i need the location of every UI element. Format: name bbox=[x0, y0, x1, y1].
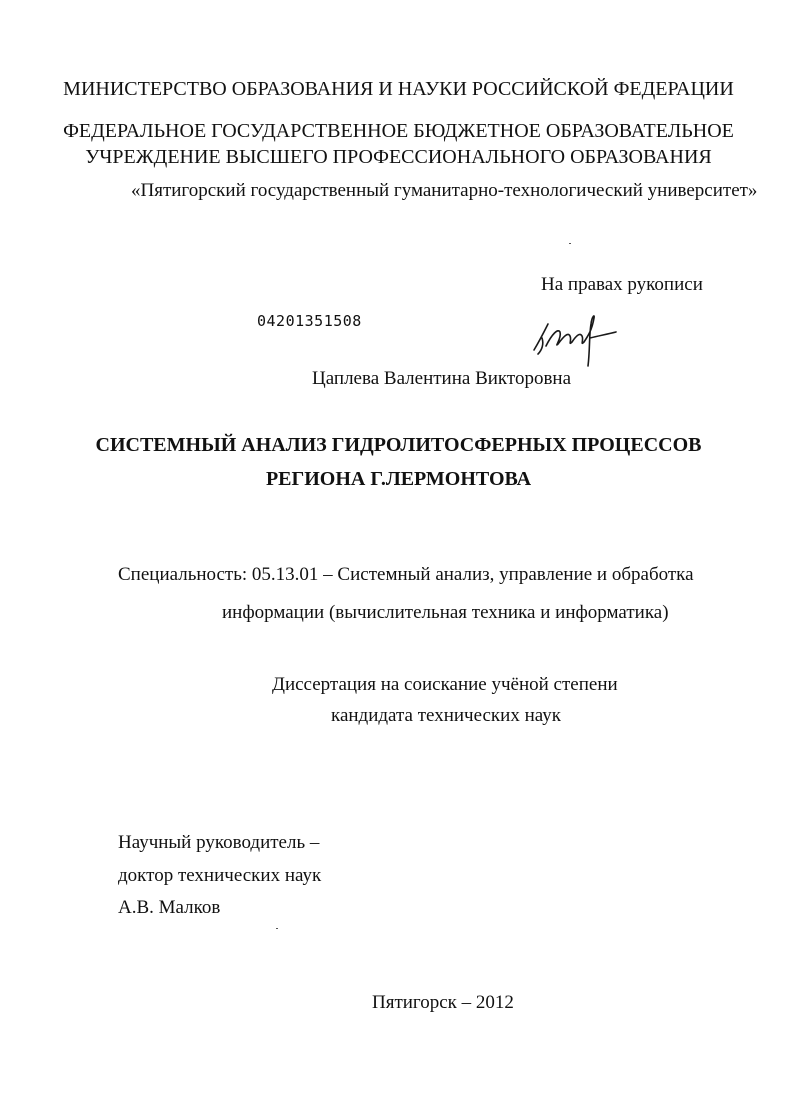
author-name: Цаплева Валентина Викторовна bbox=[312, 368, 572, 389]
specialty-line2: информации (вычислительная техника и информатика) bbox=[222, 602, 669, 623]
supervisor-line1: Научный руководитель – bbox=[118, 832, 320, 853]
supervisor-name: А.В. Малков bbox=[118, 897, 221, 918]
institution-heading-line1: ФЕДЕРАЛЬНОЕ ГОСУДАРСТВЕННОЕ БЮДЖЕТНОЕ ОБРАЗОВАТЕЛЬНОЕ bbox=[63, 120, 734, 142]
ministry-heading: МИНИСТЕРСТВО ОБРАЗОВАНИЯ И НАУКИ РОССИЙСКОЙ ФЕДЕРАЦИИ bbox=[63, 78, 734, 100]
registration-number: 04201351508 bbox=[257, 312, 362, 330]
scan-speck bbox=[276, 928, 278, 929]
city-year: Пятигорск – 2012 bbox=[372, 992, 514, 1013]
university-name: «Пятигорский государственный гуманитарно-технологический университет» bbox=[131, 180, 758, 201]
supervisor-line2: доктор технических наук bbox=[118, 865, 322, 886]
dissertation-purpose-line2: кандидата технических наук bbox=[331, 705, 561, 726]
dissertation-purpose-line1: Диссертация на соискание учёной степени bbox=[272, 674, 618, 695]
signature-icon bbox=[528, 310, 623, 370]
specialty-line1: Специальность: 05.13.01 – Системный анализ, управление и обработка bbox=[118, 564, 694, 585]
scan-speck bbox=[569, 243, 571, 244]
thesis-title-line1: СИСТЕМНЫЙ АНАЛИЗ ГИДРОЛИТОСФЕРНЫХ ПРОЦЕССОВ bbox=[95, 434, 702, 456]
thesis-title-line2: РЕГИОНА Г.ЛЕРМОНТОВА bbox=[265, 468, 532, 490]
institution-heading-line2: УЧРЕЖДЕНИЕ ВЫСШЕГО ПРОФЕССИОНАЛЬНОГО ОБРАЗОВАНИЯ bbox=[85, 146, 712, 168]
manuscript-note: На правах рукописи bbox=[541, 274, 703, 295]
